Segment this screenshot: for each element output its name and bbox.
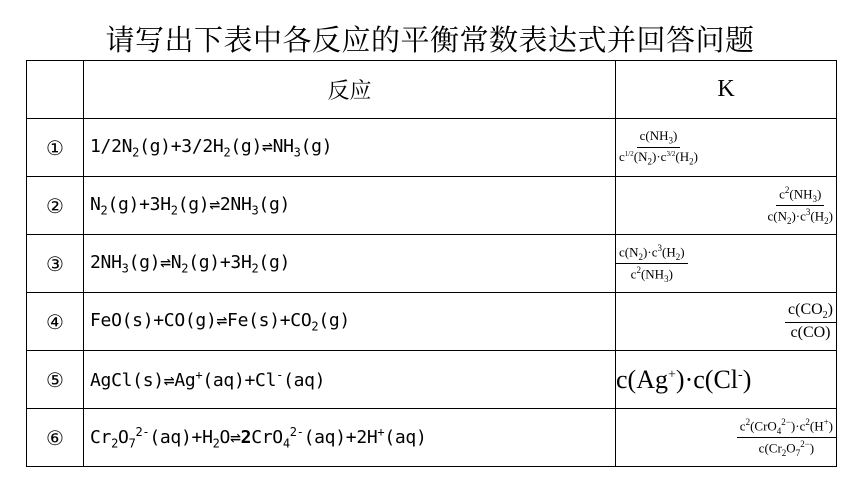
table-row xyxy=(27,177,837,235)
table-header-row xyxy=(27,61,837,119)
row-number: ③ xyxy=(27,235,84,293)
table-row xyxy=(27,235,837,293)
reaction-equation: $Cr_2O_7^{2-}(aq)+H_2O\rightleftharpoons 2CrO_4^{2-}(aq)+2H^+(aq)$ xyxy=(84,409,616,467)
row-number: ① xyxy=(27,119,84,177)
table-row xyxy=(27,409,837,467)
row-number: ④ xyxy=(27,293,84,351)
equilibrium-table xyxy=(26,60,837,467)
reaction-equation: $N_2(g)+3H_2(g)\rightleftharpoons 2NH_3(g)$ xyxy=(84,177,616,235)
k-expression: $\frac{c(CO_2)}{c(CO)}$ xyxy=(616,293,837,351)
k-expression: $\frac{c^2(CrO_4^{2-})\cdot c^2(H^+)}{c(Cr_2O_7^{2-})}$ xyxy=(616,409,837,467)
header-reaction: 反应 xyxy=(84,61,616,119)
header-number-cell xyxy=(27,61,84,119)
row-number: ⑤ xyxy=(27,351,84,409)
header-k: K xyxy=(616,61,837,119)
page-title: 请写出下表中各反应的平衡常数表达式并回答问题 xyxy=(105,23,755,57)
table-row xyxy=(27,293,837,351)
reaction-equation: AgCl(s)⇌Ag+(aq)+Cl-(aq) xyxy=(84,351,616,409)
table-row xyxy=(27,351,837,409)
row-number: ⑥ xyxy=(27,409,84,467)
k-expression: $\frac{c(NH_3)}{c^{1/2}(N_2)\cdot c^{3/2}(H_2)}$ xyxy=(616,119,837,177)
k-expression: $\frac{c^2(NH_3)}{c(N_2)\cdot c^3(H_2)}$ xyxy=(616,177,837,235)
row-number: ② xyxy=(27,177,84,235)
reaction-equation: $FeO(s)+CO(g)\rightleftharpoons Fe(s)+CO_2(g)$ xyxy=(84,293,616,351)
k-expression: c(Ag+)·c(Cl-) xyxy=(616,351,837,409)
k-expression: $\frac{c(N_2)\cdot c^3(H_2)}{c^2(NH_3)}$ xyxy=(616,235,837,293)
reaction-equation: $2NH_3(g)\rightleftharpoons N_2(g)+3H_2(g)$ xyxy=(84,235,616,293)
reaction-equation: $1/2N_2(g)+3/2H_2(g)\rightleftharpoons NH_3(g)$ xyxy=(84,119,616,177)
table-row xyxy=(27,119,837,177)
